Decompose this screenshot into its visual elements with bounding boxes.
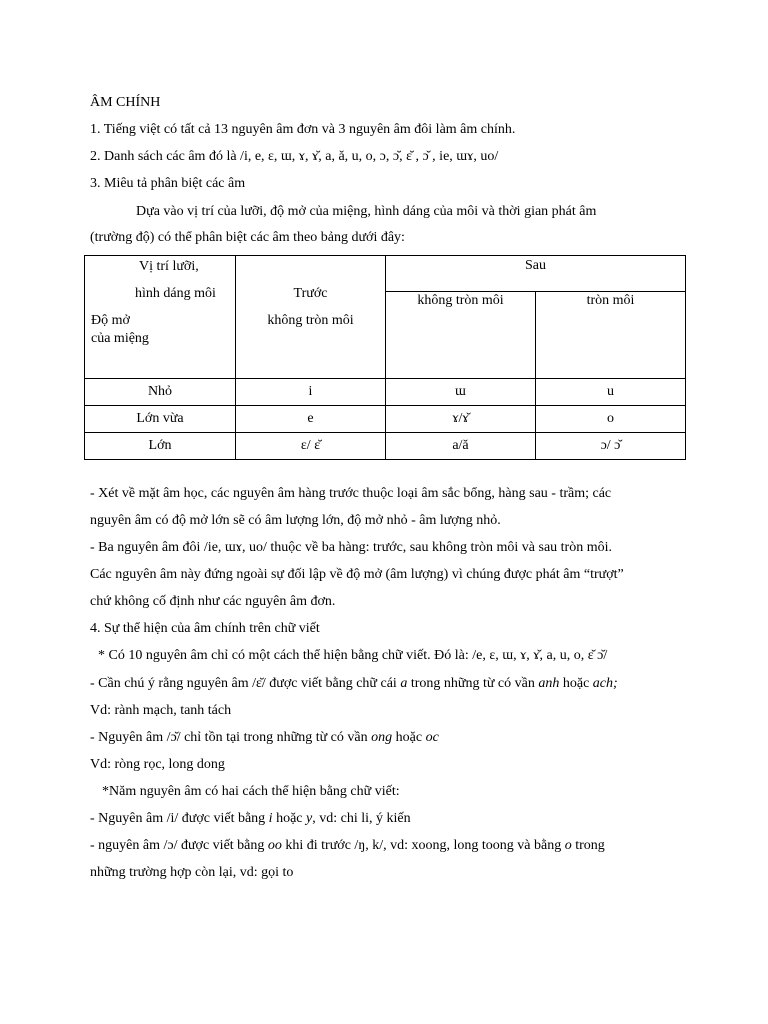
p14-text-1: - Nguyên âm /i/ được viết bằng bbox=[90, 811, 269, 826]
corner-line-3: Độ mở bbox=[91, 313, 130, 328]
paragraph-13: *Năm nguyên âm có hai cách thể hiện bằng chữ viết: bbox=[102, 784, 400, 799]
cell-back-unrounded: a/ă bbox=[386, 433, 536, 460]
corner-line-1: Vị trí lưỡi, bbox=[139, 259, 199, 274]
paragraph-8: * Có 10 nguyên âm chỉ có một cách thể hiện bằng chữ viết. Đó là: /e, ɛ, ɯ, ɤ, ɤ̆, a, u, o, ɛ̆ ɔ̆/ bbox=[98, 648, 608, 663]
row-label: Lớn bbox=[85, 433, 236, 460]
cell-back-rounded: o bbox=[536, 406, 686, 433]
back-unrounded-label: không tròn môi bbox=[417, 293, 504, 308]
paragraph-4-line-2: (trường độ) có thể phân biệt các âm theo bảng dưới đây: bbox=[90, 230, 405, 245]
p15-italic-2: o bbox=[564, 838, 572, 853]
p9-italic-1: a bbox=[400, 676, 408, 691]
cell-front: e bbox=[236, 406, 386, 433]
vowel-table bbox=[84, 255, 686, 460]
back-rounded-header bbox=[536, 292, 686, 379]
paragraph-14 bbox=[90, 810, 411, 828]
p14-italic-1: i bbox=[268, 811, 273, 826]
paragraph-11 bbox=[90, 729, 439, 747]
p9-text-3: hoặc bbox=[559, 676, 593, 691]
p9-italic-2: anh bbox=[538, 676, 560, 691]
cell-back-rounded: ɔ/ ɔ̆ bbox=[536, 433, 686, 460]
table-corner-header bbox=[85, 256, 236, 379]
cell-back-unrounded: ɤ/ɤ̆ bbox=[386, 406, 536, 433]
paragraph-10: Vd: rành mạch, tanh tách bbox=[90, 703, 232, 718]
paragraph-6-line-2: Các nguyên âm này đứng ngoài sự đối lập về độ mở (âm lượng) vì chúng được phát âm “trượt” bbox=[90, 567, 624, 582]
p15-text-2: khi đi trước /ŋ, k/, vd: xoong, long toong và bằng bbox=[281, 838, 565, 853]
cell-front: ɛ/ ɛ̆ bbox=[236, 433, 386, 460]
front-header-line-2: không tròn môi bbox=[267, 313, 354, 328]
cell-front: i bbox=[236, 379, 386, 406]
front-header-line-1: Trước bbox=[293, 286, 328, 301]
paragraph-2: 2. Danh sách các âm đó là /i, e, ɛ, ɯ, ɤ, ɤ̆, a, ă, u, o, ɔ, ɔ̆, ɛ̆ , ɔ̆ , ie, ɯɤ, uo/ bbox=[90, 149, 499, 164]
table-row bbox=[85, 406, 686, 433]
p14-text-3: , vd: chi li, ý kiến bbox=[312, 811, 411, 826]
p11-text-1: - Nguyên âm /ɔ̆/ chỉ tồn tại trong những từ có vần bbox=[90, 730, 372, 745]
p11-italic-1: ong bbox=[371, 730, 393, 745]
row-label: Nhỏ bbox=[85, 379, 236, 406]
front-header bbox=[236, 256, 386, 379]
p9-text-2: trong những từ có vần bbox=[407, 676, 539, 691]
cell-back-rounded: u bbox=[536, 379, 686, 406]
p9-italic-3: ach; bbox=[592, 676, 618, 691]
paragraph-5-line-2: nguyên âm có độ mở lớn sẽ có âm lượng lớn, độ mở nhỏ - âm lượng nhỏ. bbox=[90, 513, 501, 528]
p14-text-2: hoặc bbox=[272, 811, 306, 826]
p9-text-1: - Cần chú ý rằng nguyên âm /ɛ̆/ được viết bằng chữ cái bbox=[90, 676, 401, 691]
p11-italic-2: oc bbox=[425, 730, 439, 745]
p11-text-2: hoặc bbox=[392, 730, 426, 745]
paragraph-1: 1. Tiếng việt có tất cả 13 nguyên âm đơn và 3 nguyên âm đôi làm âm chính. bbox=[90, 122, 516, 137]
table-row bbox=[85, 433, 686, 460]
paragraph-12: Vd: ròng rọc, long dong bbox=[90, 757, 225, 772]
paragraph-6-line-3: chứ không cố định như các nguyên âm đơn. bbox=[90, 594, 336, 609]
back-rounded-label: tròn môi bbox=[586, 293, 635, 308]
paragraph-15 bbox=[90, 837, 605, 855]
corner-line-4: của miệng bbox=[91, 331, 149, 346]
paragraph-7: 4. Sự thể hiện của âm chính trên chữ viết bbox=[90, 621, 320, 636]
paragraph-16: những trường hợp còn lại, vd: gọi to bbox=[90, 865, 294, 880]
back-unrounded-header bbox=[386, 292, 536, 379]
p14-italic-2: y bbox=[306, 811, 313, 826]
corner-line-2: hình dáng môi bbox=[135, 286, 216, 301]
paragraph-5-line-1: - Xét về mặt âm học, các nguyên âm hàng trước thuộc loại âm sắc bổng, hàng sau - trầm; các bbox=[90, 486, 612, 501]
cell-back-unrounded: ɯ bbox=[386, 379, 536, 406]
paragraph-6-line-1: - Ba nguyên âm đôi /ie, ɯɤ, uo/ thuộc về ba hàng: trước, sau không tròn môi và sau tròn môi. bbox=[90, 540, 612, 555]
p15-text-3: trong bbox=[571, 838, 605, 853]
paragraph-9 bbox=[90, 675, 618, 693]
paragraph-4-line-1: Dựa vào vị trí của lưỡi, độ mở của miệng, hình dáng của môi và thời gian phát âm bbox=[136, 204, 597, 219]
p15-italic-1: oo bbox=[267, 838, 282, 853]
p15-text-1: - nguyên âm /ɔ/ được viết bằng bbox=[90, 838, 268, 853]
section-heading: ÂM CHÍNH bbox=[90, 95, 161, 110]
table-row bbox=[85, 379, 686, 406]
row-label: Lớn vừa bbox=[85, 406, 236, 433]
paragraph-3: 3. Miêu tả phân biệt các âm bbox=[90, 176, 246, 191]
back-header: Sau bbox=[386, 256, 686, 292]
